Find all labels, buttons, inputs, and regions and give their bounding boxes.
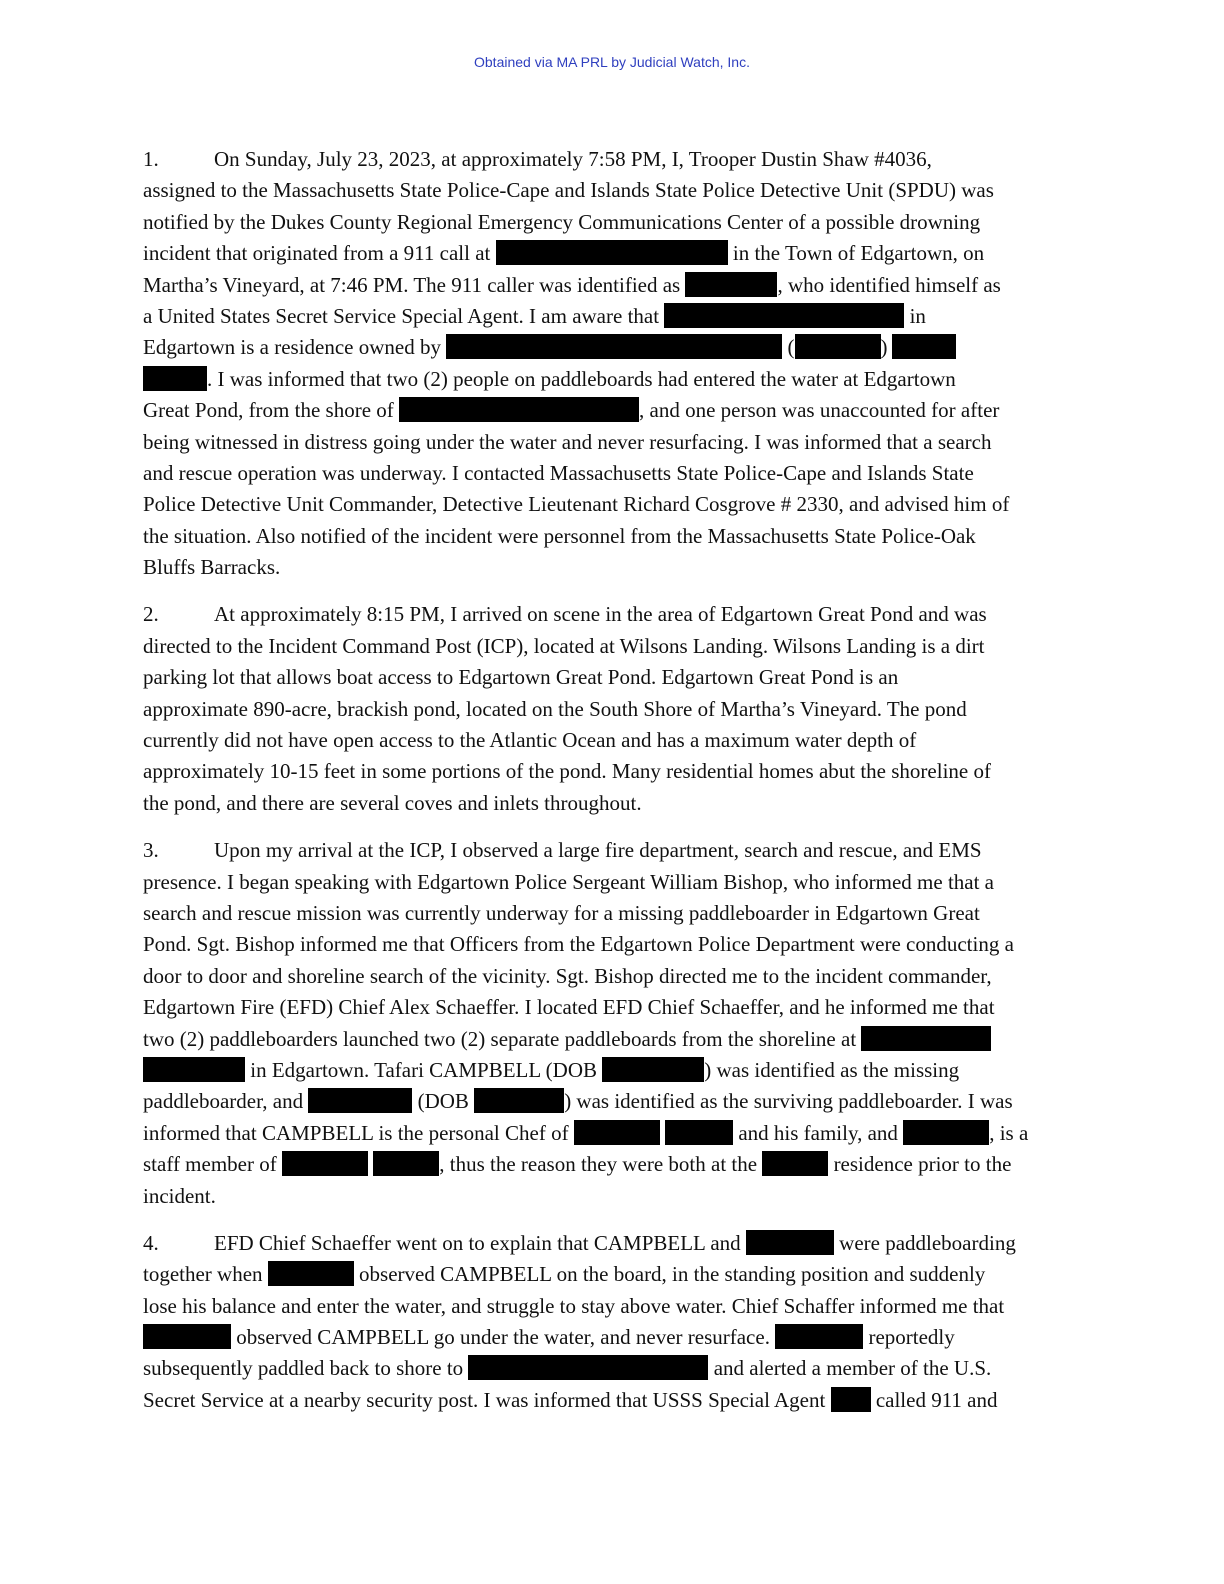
text-line <box>143 1055 1073 1086</box>
redaction-box <box>861 1026 991 1051</box>
line-text: approximately 10-15 feet in some portions of the pond. Many residential homes abut the shoreline of <box>143 759 991 784</box>
line-text: , thus the reason they were both at the <box>439 1152 763 1177</box>
redaction-box <box>143 1057 245 1082</box>
text-line <box>143 175 1073 206</box>
line-text: currently did not have open access to the Atlantic Ocean and has a maximum water depth of <box>143 728 917 753</box>
redaction-box <box>831 1387 871 1412</box>
line-text: Great Pond, from the shore of <box>143 398 400 423</box>
redaction-box <box>468 1355 708 1380</box>
text-line <box>143 1353 1073 1384</box>
line-text: ) <box>880 335 888 360</box>
redaction-box <box>308 1088 412 1113</box>
line-text: and alerted a member of the U.S. <box>708 1356 992 1381</box>
redaction-box <box>143 1324 231 1349</box>
text-line <box>143 458 1073 489</box>
line-text: and rescue operation was underway. I contacted Massachusetts State Police-Cape and Islands State <box>143 460 974 485</box>
redaction-box <box>602 1057 704 1082</box>
line-text: directed to the Incident Command Post (ICP), located at Wilsons Landing. Wilsons Landing is a dirt <box>143 633 985 658</box>
text-line <box>143 1228 1073 1259</box>
text-line <box>143 1322 1073 1353</box>
text-line <box>143 631 1073 662</box>
text-line <box>143 427 1073 458</box>
line-text: paddleboarder, and <box>143 1089 309 1114</box>
text-line <box>143 662 1073 693</box>
line-text: Pond. Sgt. Bishop informed me that Officers from the Edgartown Police Department were conducting a <box>143 932 1014 957</box>
line-text: On Sunday, July 23, 2023, at approximately 7:58 PM, I, Trooper Dustin Shaw #4036, <box>214 147 932 171</box>
text-line <box>143 961 1073 992</box>
redaction-box <box>892 334 956 359</box>
redaction-box <box>496 240 728 265</box>
paragraph-1 <box>143 144 1073 583</box>
text-line <box>143 929 1073 960</box>
redaction-box <box>685 272 777 297</box>
line-text: and his family, and <box>733 1120 904 1145</box>
line-text: in Edgartown. Tafari CAMPBELL (DOB <box>245 1057 603 1082</box>
paragraph-3 <box>143 835 1073 1212</box>
paragraph-number: 4. <box>143 1230 159 1255</box>
text-line <box>143 270 1073 301</box>
line-text: Police Detective Unit Commander, Detective Lieutenant Richard Cosgrove # 2330, and advised him of <box>143 492 1010 517</box>
paragraph-number: 1. <box>143 147 159 171</box>
line-text: (DOB <box>412 1089 475 1114</box>
line-text: approximate 890-acre, brackish pond, located on the South Shore of Martha’s Vineyard. The pond <box>143 696 967 721</box>
paragraph-2 <box>143 599 1073 819</box>
line-text: two (2) paddleboarders launched two (2) separate paddleboards from the shoreline at <box>143 1026 862 1051</box>
line-text: informed that CAMPBELL is the personal Chef of <box>143 1120 574 1145</box>
paragraph-number: 3. <box>143 838 159 863</box>
line-text: the pond, and there are several coves and inlets throughout. <box>143 790 642 815</box>
line-text: Edgartown Fire (EFD) Chief Alex Schaeffer. I located EFD Chief Schaeffer, and he informed me that <box>143 995 995 1020</box>
text-line <box>143 898 1073 929</box>
text-line <box>143 1149 1073 1180</box>
line-text: EFD Chief Schaeffer went on to explain that CAMPBELL and <box>214 1230 746 1255</box>
text-line <box>143 1181 1073 1212</box>
text-line <box>143 395 1073 426</box>
redaction-box <box>762 1151 828 1176</box>
redaction-box <box>903 1120 989 1145</box>
paragraph-number: 2. <box>143 602 159 627</box>
text-line <box>143 599 1073 630</box>
line-text: Martha’s Vineyard, at 7:46 PM. The 911 caller was identified as <box>143 272 686 297</box>
redaction-box <box>446 334 782 359</box>
text-line <box>143 1291 1073 1322</box>
line-text: ) was identified as the missing <box>704 1057 960 1082</box>
line-text: were paddleboarding <box>833 1230 1016 1255</box>
redaction-box <box>399 397 639 422</box>
line-text: , who identified himself as <box>777 272 1001 297</box>
redaction-box <box>664 303 904 328</box>
redaction-box <box>746 1230 834 1255</box>
line-text: Edgartown is a residence owned by <box>143 335 447 360</box>
line-text: incident that originated from a 911 call at <box>143 241 496 266</box>
redaction-box <box>373 1151 439 1176</box>
line-text: . I was informed that two (2) people on paddleboards had entered the water at Edgartown <box>207 366 956 391</box>
line-text: observed CAMPBELL on the board, in the standing position and suddenly <box>353 1262 986 1287</box>
line-text: search and rescue mission was currently underway for a missing paddleboarder in Edgartown Great <box>143 900 980 925</box>
text-line <box>143 1118 1073 1149</box>
text-line <box>143 238 1073 269</box>
text-line <box>143 867 1073 898</box>
line-text: observed CAMPBELL go under the water, and never resurface. <box>231 1325 776 1350</box>
text-line <box>143 1385 1073 1416</box>
line-text: , and one person was unaccounted for after <box>639 398 1000 423</box>
line-text: incident. <box>143 1183 216 1208</box>
text-line <box>143 788 1073 819</box>
text-line <box>143 835 1073 866</box>
text-line <box>143 694 1073 725</box>
text-line <box>143 1086 1073 1117</box>
redaction-box <box>775 1324 863 1349</box>
redaction-box <box>574 1120 660 1145</box>
line-text: called 911 and <box>870 1387 998 1412</box>
line-text: ( <box>782 335 795 360</box>
line-text: Secret Service at a nearby security post. I was informed that USSS Special Agent <box>143 1387 831 1412</box>
text-line <box>143 756 1073 787</box>
text-line <box>143 364 1073 395</box>
text-line <box>143 332 1073 363</box>
text-line <box>143 301 1073 332</box>
line-text: Bluffs Barracks. <box>143 555 281 580</box>
line-text: in <box>904 303 926 328</box>
line-text: parking lot that allows boat access to Edgartown Great Pond. Edgartown Great Pond is an <box>143 665 899 690</box>
text-line <box>143 1259 1073 1290</box>
redaction-box <box>268 1261 354 1286</box>
line-text: a United States Secret Service Special Agent. I am aware that <box>143 303 665 328</box>
redaction-box <box>282 1151 368 1176</box>
line-text: together when <box>143 1262 268 1287</box>
line-text: in the Town of Edgartown, on <box>727 241 985 266</box>
line-text: subsequently paddled back to shore to <box>143 1356 469 1381</box>
line-text: At approximately 8:15 PM, I arrived on scene in the area of Edgartown Great Pond and was <box>214 602 987 627</box>
text-line <box>143 521 1073 552</box>
line-text: assigned to the Massachusetts State Police-Cape and Islands State Police Detective Unit (SPDU) was <box>143 178 994 203</box>
line-text: , is a <box>989 1120 1029 1145</box>
text-line <box>143 489 1073 520</box>
line-text: staff member of <box>143 1152 282 1177</box>
line-text: being witnessed in distress going under the water and never resurfacing. I was informed that a search <box>143 429 992 454</box>
text-line <box>143 144 1073 175</box>
line-text: residence prior to the <box>828 1152 1012 1177</box>
paragraph-4 <box>143 1228 1073 1416</box>
redaction-box <box>665 1120 733 1145</box>
watermark: Obtained via MA PRL by Judicial Watch, Inc. <box>474 54 750 70</box>
redaction-box <box>143 366 207 391</box>
text-line <box>143 1024 1073 1055</box>
redaction-box <box>474 1088 564 1113</box>
line-text: notified by the Dukes County Regional Emergency Communications Center of a possible drowning <box>143 209 981 234</box>
line-text: presence. I began speaking with Edgartown Police Sergeant William Bishop, who informed me that a <box>143 869 995 894</box>
text-line <box>143 992 1073 1023</box>
line-text: reportedly <box>863 1325 955 1350</box>
line-text: lose his balance and enter the water, and struggle to stay above water. Chief Schaffer informed me that <box>143 1293 1005 1318</box>
text-line <box>143 725 1073 756</box>
line-text: Upon my arrival at the ICP, I observed a large fire department, search and rescue, and EMS <box>214 838 982 863</box>
text-line <box>143 207 1073 238</box>
line-text: ) was identified as the surviving paddleboarder. I was <box>564 1089 1013 1114</box>
document-body <box>143 144 1073 1432</box>
text-line <box>143 552 1073 583</box>
line-text: the situation. Also notified of the incident were personnel from the Massachusetts State Police-Oak <box>143 523 976 548</box>
line-text: door to door and shoreline search of the vicinity. Sgt. Bishop directed me to the incident commander, <box>143 963 992 988</box>
redaction-box <box>795 334 881 359</box>
